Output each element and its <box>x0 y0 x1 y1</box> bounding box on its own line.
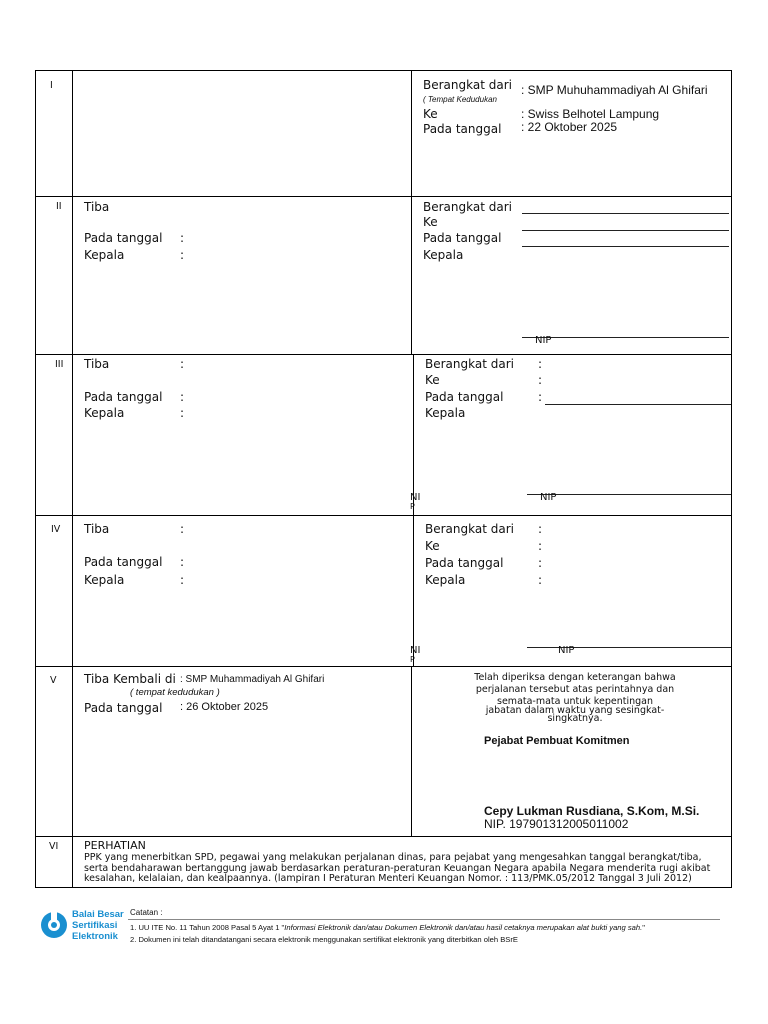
verification-note-line: Telah diperiksa dengan keterangan bahwa <box>474 672 676 683</box>
berangkat-dari-label: Berangkat dari <box>425 522 514 536</box>
signature-line <box>522 337 729 338</box>
ke-label: Ke <box>423 215 438 229</box>
row-divider <box>35 354 732 355</box>
kepala-label: Kepala <box>425 573 466 587</box>
verification-note-line: semata-mata untuk kepentingan <box>497 696 653 707</box>
nip-label-left: NI <box>410 492 421 503</box>
nip-label-left-wrap: P <box>410 655 415 664</box>
kepala-label: Kepala <box>425 406 466 420</box>
colon: : <box>180 522 185 536</box>
berangkat-dari-label: Berangkat dari <box>423 78 512 92</box>
row-divider <box>35 196 732 197</box>
colon: : <box>180 357 185 371</box>
berangkat-dari-label: Berangkat dari <box>423 200 512 214</box>
bsre-logo-icon <box>39 908 69 942</box>
pada-tanggal-label: Pada tanggal <box>84 390 163 404</box>
colon: : <box>538 573 543 587</box>
footer-note: 2. Dokumen ini telah ditandatangani secara elektronik menggunakan sertifikat elektronik yang diterbitkan oleh BSrE <box>130 935 518 944</box>
pada-tanggal-value: : 22 Oktober 2025 <box>521 120 618 134</box>
kepala-label: Kepala <box>423 248 464 262</box>
ke-label: Ke <box>423 107 438 121</box>
roman-numeral: IV <box>51 524 61 535</box>
kepala-label: Kepala <box>84 406 125 420</box>
logo-text-line: Sertifikasi <box>72 920 118 931</box>
nip-label: NIP <box>540 492 557 503</box>
kepala-label: Kepala <box>84 248 125 262</box>
pejabat-name: Cepy Lukman Rusdiana, S.Kom, M.Si. <box>484 804 700 818</box>
perhatian-line: serta bendaharawan bertanggung jawab berdasarkan peraturan-peraturan Keuangan Negara apabila Negara menderita rugi akibat <box>84 863 711 874</box>
perhatian-line: PPK yang menerbitkan SPD, pegawai yang melakukan perjalanan dinas, para pejabat yang mengesahkan tanggal berangkat/tiba, <box>84 852 702 863</box>
pada-tanggal-label: Pada tanggal <box>425 390 504 404</box>
roman-numeral: V <box>50 675 57 686</box>
pejabat-title: Pejabat Pembuat Komitmen <box>484 735 630 747</box>
kepala-label: Kepala <box>84 573 125 587</box>
verification-note-line: perjalanan tersebut atas perintahnya dan <box>475 684 675 695</box>
ke-value: : Swiss Belhotel Lampung <box>521 107 660 121</box>
middle-divider <box>411 666 412 836</box>
footer-note-suffix: " <box>642 923 645 932</box>
table-border-right <box>731 70 732 887</box>
table-border-top <box>35 70 732 71</box>
colon: : <box>180 555 185 569</box>
colon: : <box>180 248 185 262</box>
tiba-label: Tiba <box>84 200 110 214</box>
roman-numeral: III <box>55 359 64 370</box>
colon: : <box>538 373 543 387</box>
footer-note-prefix: 1. UU ITE No. 11 Tahun 2008 Pasal 5 Ayat 1 " <box>130 923 285 932</box>
nip-label: NIP <box>535 335 552 346</box>
catatan-label: Catatan : <box>130 908 163 917</box>
berangkat-dari-line <box>522 213 729 214</box>
berangkat-dari-label: Berangkat dari <box>425 357 514 371</box>
colon: : <box>538 556 543 570</box>
ke-line <box>522 230 729 231</box>
footer-note-italic: Informasi Elektronik dan/atau Dokumen Elektronik dan/atau hasil cetaknya merupakan alat bukti yang sah. <box>284 923 643 932</box>
table-border-bottom <box>35 887 732 888</box>
ke-label: Ke <box>425 539 440 553</box>
verification-note-line: jabatan dalam waktu yang sesingkat- <box>485 705 665 716</box>
perhatian-title: PERHATIAN <box>84 839 146 852</box>
colon: : <box>538 357 543 371</box>
colon: : <box>538 539 543 553</box>
tiba-kembali-value: : SMP Muhammadiyah Al Ghifari <box>180 674 325 685</box>
nip-label-left-wrap: P <box>410 502 415 511</box>
nip-label: NIP <box>558 645 575 656</box>
pada-tanggal-label: Pada tanggal <box>423 231 502 245</box>
pada-tanggal-value: : 26 Oktober 2025 <box>180 701 269 713</box>
row-divider <box>35 836 732 837</box>
pada-tanggal-label: Pada tanggal <box>84 231 163 245</box>
pada-tanggal-label: Pada tanggal <box>423 122 502 136</box>
tiba-label: Tiba <box>84 357 110 371</box>
roman-numeral: II <box>56 201 62 212</box>
pada-tanggal-line <box>545 404 731 405</box>
verification-note-line: singkatnya. <box>547 713 603 724</box>
roman-numeral: VI <box>49 841 59 852</box>
signature-line <box>527 494 731 495</box>
row-divider <box>35 666 732 667</box>
colon: : <box>538 390 543 404</box>
pada-tanggal-label: Pada tanggal <box>84 555 163 569</box>
middle-divider <box>411 70 412 354</box>
pada-tanggal-label: Pada tanggal <box>425 556 504 570</box>
table-border-left <box>35 70 36 887</box>
pada-tanggal-line <box>522 246 729 247</box>
berangkat-dari-value: : SMP Muhuhammadiyah Al Ghifari <box>521 83 708 97</box>
colon: : <box>180 406 185 420</box>
perhatian-line: kesalahan, kelalaian, dan kealpaannya. (lampiran I Peraturan Menteri Keuangan Nomor. : 113/PMK.05/2012 Tanggal 3 Juli 2012) <box>84 873 692 884</box>
pada-tanggal-label: Pada tanggal <box>84 701 163 715</box>
tiba-label: Tiba <box>84 522 110 536</box>
colon: : <box>180 231 185 245</box>
tempat-kedudukan-label: ( Tempat Kedudukan <box>423 95 497 104</box>
nip-label-left: NI <box>410 645 421 656</box>
footer-divider <box>128 919 720 920</box>
logo-text-line: Elektronik <box>72 931 118 942</box>
colon: : <box>180 573 185 587</box>
roman-column-divider <box>72 70 73 887</box>
roman-numeral: I <box>50 80 53 91</box>
logo-text-line: Balai Besar <box>72 909 124 920</box>
ke-label: Ke <box>425 373 440 387</box>
footer-note <box>130 923 645 932</box>
colon: : <box>180 390 185 404</box>
pejabat-nip: NIP. 197901312005011002 <box>484 817 629 831</box>
tiba-kembali-label: Tiba Kembali di <box>84 672 176 686</box>
colon: : <box>538 522 543 536</box>
row-divider <box>35 515 732 516</box>
tempat-kedudukan-label: ( tempat kedudukan ) <box>130 687 220 698</box>
